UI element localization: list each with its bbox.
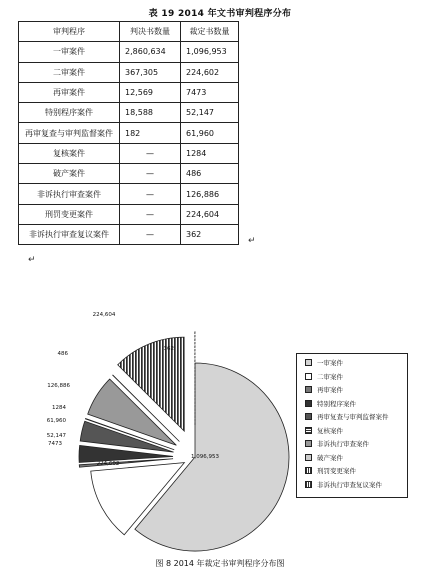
return-mark: ↵ (248, 236, 256, 246)
ruling-count: 486 (181, 164, 239, 184)
legend-label: 特别程序案件 (317, 399, 356, 408)
slice-data-label: 362 (163, 346, 174, 352)
legend-label: 再审案件 (317, 386, 343, 394)
legend-swatch (305, 400, 312, 407)
column-header: 判决书数量 (120, 22, 181, 42)
judgment-count: 18,588 (120, 103, 181, 123)
row-name: 破产案件 (19, 164, 120, 184)
judgment-count: 2,860,634 (120, 42, 181, 62)
judgment-count: 12,569 (120, 82, 181, 102)
ruling-count: 7473 (181, 82, 239, 102)
ruling-count: 1,096,953 (181, 42, 239, 62)
legend-swatch (305, 386, 312, 393)
judgment-count: — (120, 204, 181, 224)
legend-swatch (305, 373, 312, 380)
judgment-count: — (120, 143, 181, 163)
slice-data-label: 486 (57, 351, 68, 357)
row-name: 一审案件 (19, 42, 120, 62)
ruling-count: 61,960 (181, 123, 239, 143)
legend-swatch (305, 481, 312, 488)
legend-swatch (305, 413, 312, 420)
slice-data-label: 61,960 (46, 418, 66, 424)
legend-label: 破产案件 (317, 453, 343, 462)
judgment-count: 367,305 (120, 62, 181, 82)
slice-data-label: 224,602 (96, 461, 120, 467)
return-mark: ↵ (28, 255, 36, 265)
row-name: 再审复查与审判监督案件 (19, 123, 120, 143)
ruling-count: 362 (181, 224, 239, 244)
column-header: 裁定书数量 (181, 22, 239, 42)
row-name: 再审案件 (19, 82, 120, 102)
ruling-count: 1284 (181, 143, 239, 163)
slice-data-label: 52,147 (46, 433, 66, 439)
judgment-count: — (120, 184, 181, 204)
legend-swatch (305, 440, 312, 447)
ruling-count: 126,886 (181, 184, 239, 204)
legend-label: 再审复查与审判监督案件 (317, 413, 389, 421)
slice-data-label: 126,886 (47, 383, 70, 389)
slice-data-label: 7473 (48, 441, 62, 447)
legend-swatch (305, 467, 312, 474)
legend-label: 非诉执行审查案件 (317, 440, 369, 448)
ruling-count: 224,602 (181, 62, 239, 82)
judgment-count: 182 (120, 123, 181, 143)
row-name: 非诉执行审查复议案件 (19, 224, 120, 244)
legend-label: 复核案件 (317, 426, 343, 435)
row-name: 复核案件 (19, 143, 120, 163)
legend-label: 刑罚变更案件 (317, 467, 356, 475)
row-name: 特别程序案件 (19, 103, 120, 123)
legend-label: 二审案件 (317, 372, 343, 381)
legend-swatch (305, 454, 312, 461)
row-name: 刑罚变更案件 (19, 204, 120, 224)
chart-legend (296, 353, 408, 498)
row-name: 二审案件 (19, 62, 120, 82)
slice-data-label: 1,096,953 (191, 454, 219, 460)
legend-swatch (305, 359, 312, 366)
row-name: 非诉执行审查案件 (19, 184, 120, 204)
judgment-count: — (120, 224, 181, 244)
ruling-count: 52,147 (181, 103, 239, 123)
slice-data-label: 224,604 (92, 312, 116, 318)
ruling-count: 224,604 (181, 204, 239, 224)
judgment-count: — (120, 164, 181, 184)
slice-data-label: 1284 (52, 405, 66, 411)
column-header: 审判程序 (19, 22, 120, 42)
legend-label: 一审案件 (317, 359, 343, 367)
legend-swatch (305, 427, 312, 434)
legend-label: 非诉执行审查复议案件 (317, 480, 382, 489)
figure-caption: 图 8 2014 年裁定书审判程序分布图 (155, 559, 285, 568)
table-title: 表 19 2014 年文书审判程序分布 (148, 9, 292, 19)
